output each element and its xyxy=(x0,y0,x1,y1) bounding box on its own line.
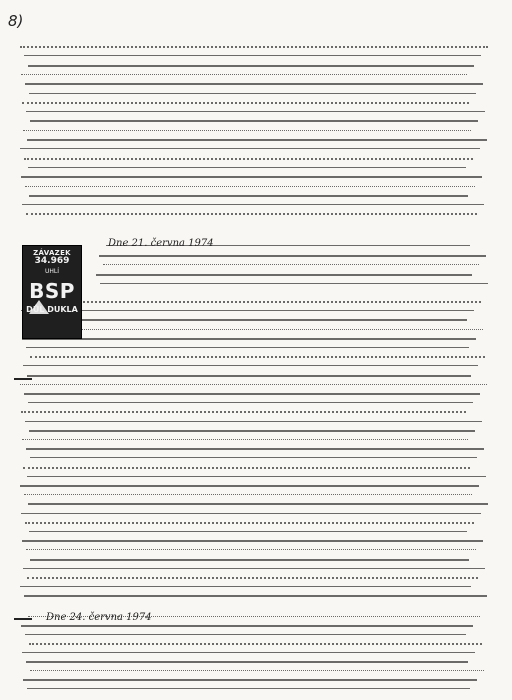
handwriting-line xyxy=(29,531,467,533)
handwriting-line xyxy=(21,513,481,515)
badge-text-4: BSP xyxy=(29,279,75,304)
handwriting-line xyxy=(20,148,480,150)
emblem-badge xyxy=(22,245,82,339)
handwriting-line xyxy=(103,264,479,266)
handwriting-line xyxy=(20,485,479,488)
handwriting-line xyxy=(29,643,482,646)
handwriting-line xyxy=(30,559,469,562)
handwriting-line xyxy=(29,430,475,433)
handwriting-line xyxy=(30,120,478,123)
handwriting-line xyxy=(23,365,478,367)
handwriting-line xyxy=(27,375,471,378)
handwriting-line xyxy=(24,55,481,57)
handwriting-line xyxy=(26,213,477,216)
handwriting-line xyxy=(23,679,477,682)
handwriting-line xyxy=(21,411,466,414)
handwriting-line xyxy=(22,439,468,441)
handwriting-line xyxy=(20,384,487,386)
handwriting-line xyxy=(99,255,486,258)
handwriting-line xyxy=(21,74,467,76)
handwriting-line xyxy=(25,186,475,188)
handwriting-line xyxy=(96,274,472,277)
handwriting-line xyxy=(21,176,482,179)
handwriting-line xyxy=(26,347,469,349)
handwriting-line xyxy=(26,448,484,451)
badge-text-5: DŮL DUKLA xyxy=(26,305,78,315)
paragraph-dash xyxy=(14,378,32,380)
paragraph-head: Dne 21. června 1974 xyxy=(108,238,214,249)
handwriting-line xyxy=(26,661,468,664)
page-number: 8) xyxy=(8,12,24,30)
handwriting-line xyxy=(29,329,483,331)
handwriting-line xyxy=(25,319,467,322)
handwriting-line xyxy=(27,476,486,478)
handwriting-line xyxy=(26,549,476,551)
handwriting-line xyxy=(20,586,471,588)
handwriting-line xyxy=(28,402,473,404)
handwriting-line xyxy=(21,625,473,628)
handwriting-line xyxy=(30,457,477,459)
handwriting-line xyxy=(22,102,469,105)
badge-text-2: 34.969 xyxy=(34,256,70,267)
handwriting-line xyxy=(23,467,470,470)
handwriting-line xyxy=(28,167,466,169)
emblem-icon xyxy=(29,300,49,314)
handwriting-line xyxy=(29,93,476,95)
handwriting-line xyxy=(24,595,487,598)
handwriting-line xyxy=(27,577,478,580)
handwriting-line xyxy=(29,195,468,198)
handwriting-line xyxy=(25,522,474,525)
handwriting-line xyxy=(22,540,483,543)
handwriting-line xyxy=(22,652,475,654)
handwriting-line xyxy=(24,158,473,161)
handwriting-line xyxy=(24,494,472,496)
handwriting-line xyxy=(25,634,466,636)
handwriting-line xyxy=(22,204,484,206)
handwriting-line xyxy=(28,503,488,506)
handwriting-line xyxy=(23,568,485,570)
handwriting-line xyxy=(30,670,484,672)
handwriting-line xyxy=(27,139,487,142)
badge-text-3: UHLÍ xyxy=(44,267,59,275)
handwriting-line xyxy=(25,421,482,423)
handwriting-line xyxy=(25,83,483,86)
handwriting-line xyxy=(28,301,481,304)
handwriting-line xyxy=(28,65,474,68)
handwriting-line xyxy=(23,130,471,132)
handwriting-line xyxy=(24,393,480,396)
paragraph-head: Dne 24. června 1974 xyxy=(46,612,152,623)
handwriting-line xyxy=(21,310,474,312)
handwriting-line xyxy=(30,356,485,359)
handwriting-line xyxy=(20,46,488,49)
badge-text-1: ZÁVAZEK xyxy=(33,249,71,257)
handwriting-line xyxy=(27,688,470,690)
handwriting-line xyxy=(22,338,476,341)
handwriting-line xyxy=(100,283,488,285)
paragraph-dash xyxy=(14,618,32,620)
handwriting-line xyxy=(26,111,485,113)
